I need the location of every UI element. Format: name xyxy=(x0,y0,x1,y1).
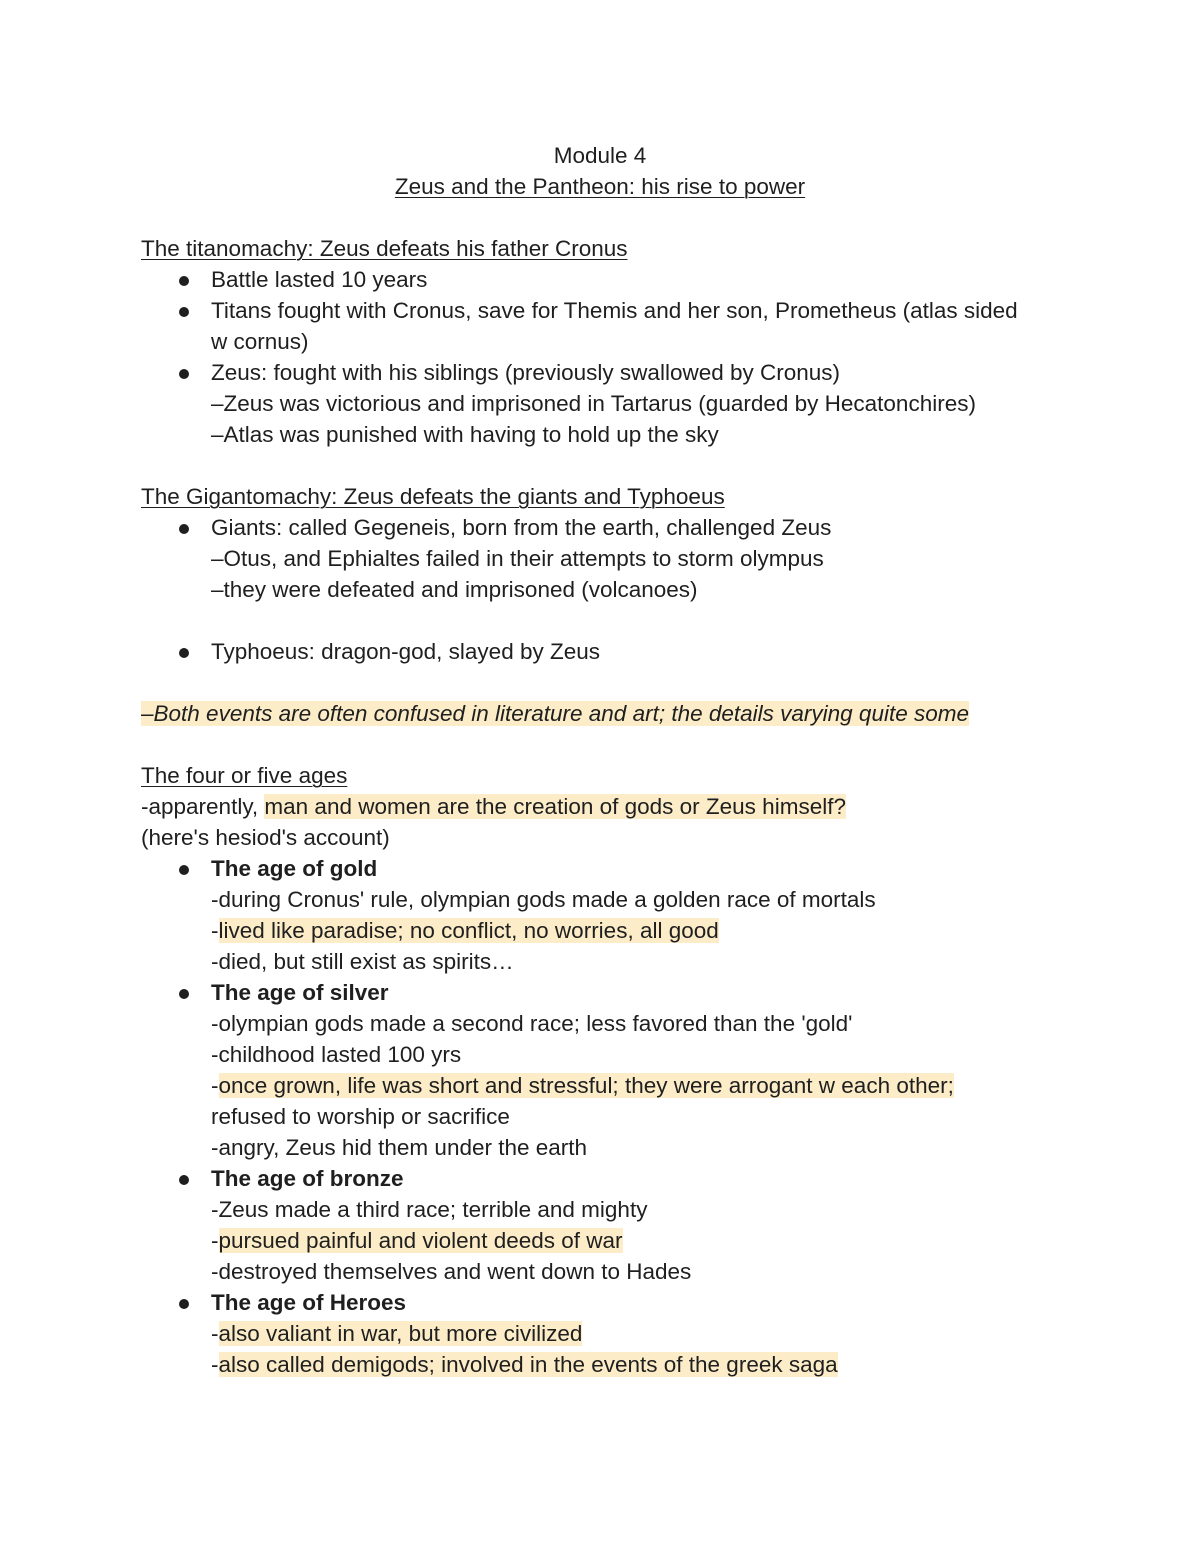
age-detail: -during Cronus' rule, olympian gods made a golden race of mortals xyxy=(211,887,876,912)
age-detail: -angry, Zeus hid them under the earth xyxy=(211,1135,588,1160)
age-title-gold: The age of gold xyxy=(211,856,378,881)
age-title-heroes: The age of Heroes xyxy=(211,1290,407,1315)
page-subtitle: Zeus and the Pantheon: his rise to power xyxy=(394,174,806,199)
list-item: Zeus: fought with his siblings (previously swallowed by Cronus) xyxy=(211,360,841,385)
age-detail: -olympian gods made a second race; less favored than the 'gold' xyxy=(211,1011,853,1036)
age-detail: -died, but still exist as spirits… xyxy=(211,949,514,974)
bullet-icon xyxy=(179,1175,189,1185)
age-detail-highlight: also called demigods; involved in the events of the greek saga xyxy=(218,1352,838,1377)
bullet-icon xyxy=(179,307,189,317)
list-item: Battle lasted 10 years xyxy=(211,267,428,292)
age-detail: refused to worship or sacrifice xyxy=(211,1104,510,1129)
ages-account: (here's hesiod's account) xyxy=(141,825,390,850)
bullet-icon xyxy=(179,1299,189,1309)
sub-note: –Zeus was victorious and imprisoned in Tartarus (guarded by Hecatonchires) xyxy=(211,391,976,416)
ages-intro-prefix: -apparently, xyxy=(141,794,265,819)
bullet-icon xyxy=(179,865,189,875)
highlighted-note: –Both events are often confused in literature and art; the details varying quite some xyxy=(141,701,969,726)
sub-note: –Atlas was punished with having to hold up the sky xyxy=(211,422,719,447)
age-detail-highlight: once grown, life was short and stressful; they were arrogant w each other; xyxy=(218,1073,954,1098)
dash: - xyxy=(211,1321,219,1346)
age-title-bronze: The age of bronze xyxy=(211,1166,404,1191)
age-detail-highlight: pursued painful and violent deeds of war xyxy=(218,1228,623,1253)
age-title-silver: The age of silver xyxy=(211,980,389,1005)
section-heading-ages: The four or five ages xyxy=(141,763,348,788)
age-detail: -childhood lasted 100 yrs xyxy=(211,1042,462,1067)
bullet-icon xyxy=(179,276,189,286)
list-item-continuation: w cornus) xyxy=(211,329,309,354)
dash: - xyxy=(211,918,219,943)
dash: - xyxy=(211,1073,219,1098)
age-detail-highlight: also valiant in war, but more civilized xyxy=(218,1321,583,1346)
section-heading-titanomachy: The titanomachy: Zeus defeats his father Cronus xyxy=(141,236,628,261)
ages-intro-highlight: man and women are the creation of gods or Zeus himself? xyxy=(264,794,846,819)
section-heading-gigantomachy: The Gigantomachy: Zeus defeats the giants and Typhoeus xyxy=(141,484,725,509)
bullet-icon xyxy=(179,524,189,534)
bullet-icon xyxy=(179,648,189,658)
bullet-icon xyxy=(179,989,189,999)
dash: - xyxy=(211,1228,219,1253)
age-detail: -destroyed themselves and went down to Hades xyxy=(211,1259,692,1284)
page-title: Module 4 xyxy=(553,143,647,168)
sub-note: –they were defeated and imprisoned (volcanoes) xyxy=(211,577,698,602)
list-item: Titans fought with Cronus, save for Themis and her son, Prometheus (atlas sided xyxy=(211,298,1018,323)
dash: - xyxy=(211,1352,219,1377)
list-item: Typhoeus: dragon-god, slayed by Zeus xyxy=(211,639,600,664)
bullet-icon xyxy=(179,369,189,379)
sub-note: –Otus, and Ephialtes failed in their attempts to storm olympus xyxy=(211,546,824,571)
age-detail: -Zeus made a third race; terrible and mighty xyxy=(211,1197,648,1222)
age-detail-highlight: lived like paradise; no conflict, no worries, all good xyxy=(218,918,719,943)
list-item: Giants: called Gegeneis, born from the earth, challenged Zeus xyxy=(211,515,832,540)
